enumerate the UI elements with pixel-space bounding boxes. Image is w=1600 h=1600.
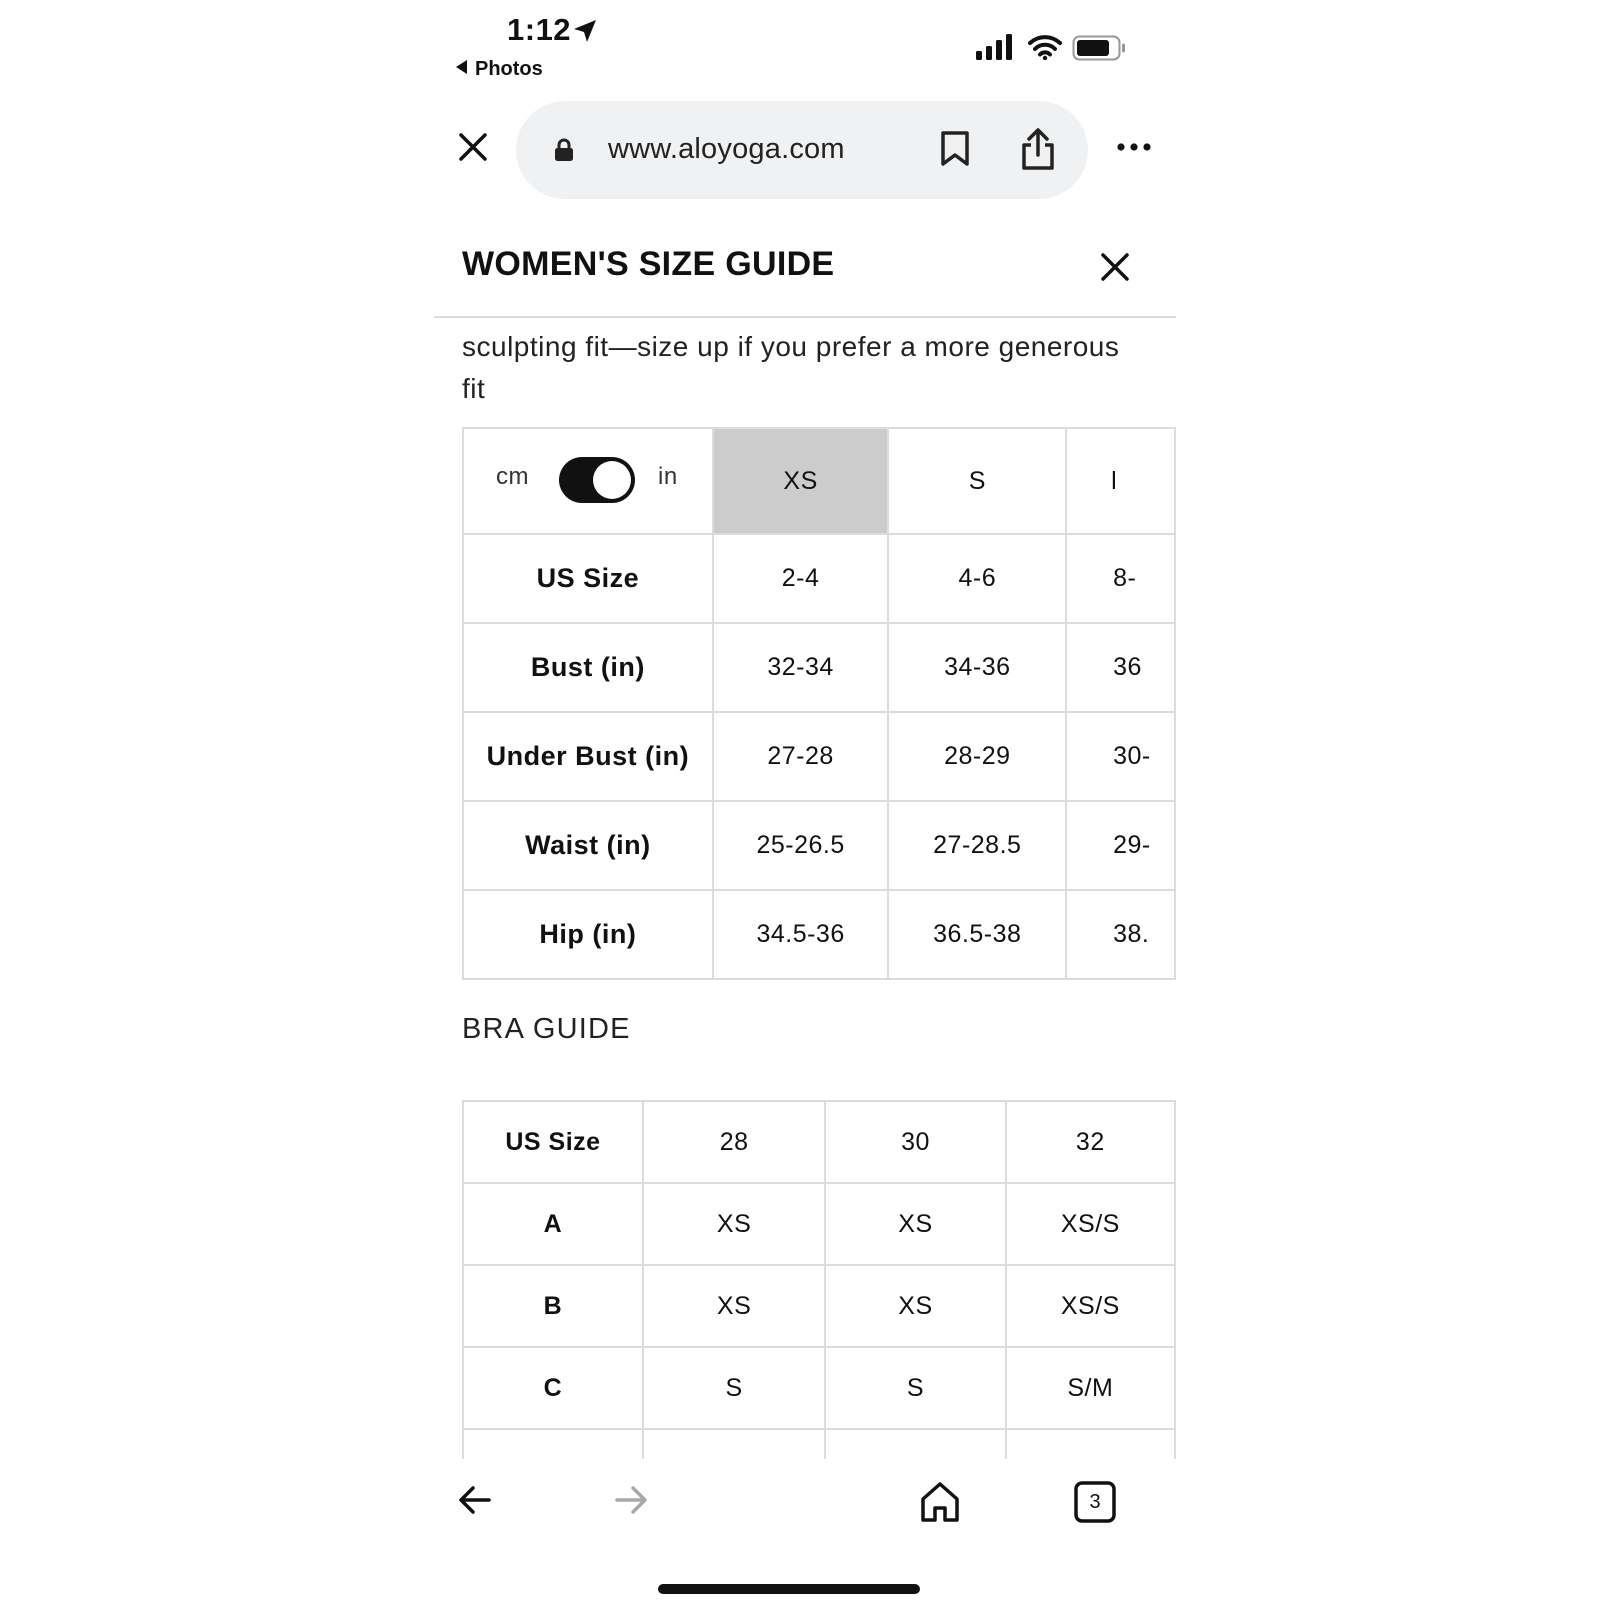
row-label: A [463, 1183, 643, 1265]
close-browser-icon[interactable] [458, 132, 488, 162]
back-arrow-icon[interactable] [458, 1485, 492, 1515]
row-label: B [463, 1265, 643, 1347]
bra-guide-table [462, 1100, 1176, 1512]
table-cell: 4-6 [888, 534, 1066, 623]
back-to-app-link[interactable] [456, 58, 543, 81]
row-label: Under Bust (in) [463, 712, 713, 801]
row-label: C [463, 1347, 643, 1429]
table-cell: 32-34 [713, 623, 889, 712]
table-cell: 36.5-38 [888, 890, 1066, 979]
table-cell: XS [643, 1265, 825, 1347]
forward-arrow-icon[interactable] [614, 1485, 648, 1515]
more-icon[interactable] [1116, 142, 1152, 152]
table-row [463, 623, 1175, 712]
table-cell: XS/S [1006, 1183, 1175, 1265]
wifi-icon [1028, 34, 1062, 60]
table-cell: 34-36 [888, 623, 1066, 712]
modal-close-icon[interactable] [1100, 252, 1130, 282]
size-column-3[interactable]: l [1066, 428, 1175, 534]
table-cell: 36 [1066, 623, 1175, 712]
signal-icon [976, 34, 1014, 60]
table-row [463, 534, 1175, 623]
table-cell: 28 [643, 1101, 825, 1183]
table-cell: 30- [1066, 712, 1175, 801]
size-table [462, 427, 1176, 980]
bottom-toolbar [432, 1459, 1176, 1600]
unit-toggle[interactable] [559, 457, 635, 503]
table-row [463, 890, 1175, 979]
tab-count: 3 [1089, 1491, 1101, 1513]
table-row [463, 712, 1175, 801]
table-cell: 38. [1066, 890, 1175, 979]
row-label: Hip (in) [463, 890, 713, 979]
table-cell: S [643, 1347, 825, 1429]
share-icon[interactable] [1020, 127, 1056, 171]
back-triangle-icon [456, 60, 467, 74]
table-cell: 2-4 [713, 534, 889, 623]
table-cell: 27-28.5 [888, 801, 1066, 890]
table-cell: S [825, 1347, 1005, 1429]
back-app-label: Photos [475, 58, 543, 80]
modal-title: WOMEN'S SIZE GUIDE [462, 245, 835, 283]
phone-screen [432, 0, 1176, 1600]
table-cell: 8- [1066, 534, 1175, 623]
table-cell: XS [825, 1265, 1005, 1347]
home-icon[interactable] [920, 1481, 960, 1523]
size-column-s[interactable]: S [888, 428, 1066, 534]
table-row [463, 1265, 1175, 1347]
table-cell: 30 [825, 1101, 1005, 1183]
table-cell: 34.5-36 [713, 890, 889, 979]
url-bar[interactable] [516, 101, 1088, 199]
table-cell: XS/S [1006, 1265, 1175, 1347]
battery-icon [1072, 35, 1128, 61]
table-cell: XS [643, 1183, 825, 1265]
fit-note: sculpting fit—size up if you prefer a more generous fit [462, 331, 1120, 404]
unit-toggle-cell [463, 428, 713, 534]
table-row [463, 801, 1175, 890]
lock-icon [554, 138, 574, 162]
table-cell: 25-26.5 [713, 801, 889, 890]
row-label: US Size [463, 1101, 643, 1183]
home-indicator [658, 1584, 920, 1594]
size-header-row [463, 428, 1175, 534]
bra-header-row [463, 1101, 1175, 1183]
location-arrow-icon [572, 18, 598, 44]
table-row [463, 1347, 1175, 1429]
bra-guide-title: BRA GUIDE [462, 1013, 631, 1045]
table-cell: XS [825, 1183, 1005, 1265]
status-time: 1:12 [507, 12, 572, 47]
row-label: Waist (in) [463, 801, 713, 890]
table-row [463, 1183, 1175, 1265]
toggle-knob [593, 461, 631, 499]
table-cell: 29- [1066, 801, 1175, 890]
table-cell: S/M [1006, 1347, 1175, 1429]
unit-cm-label: cm [496, 463, 529, 490]
table-cell: 32 [1006, 1101, 1175, 1183]
table-cell: 27-28 [713, 712, 889, 801]
url-text[interactable]: www.aloyoga.com [608, 133, 845, 165]
row-label: US Size [463, 534, 713, 623]
row-label: Bust (in) [463, 623, 713, 712]
header-divider [434, 316, 1176, 318]
size-column-xs[interactable]: XS [713, 428, 889, 534]
bookmark-icon[interactable] [940, 131, 970, 167]
unit-in-label: in [658, 463, 678, 490]
table-cell: 28-29 [888, 712, 1066, 801]
